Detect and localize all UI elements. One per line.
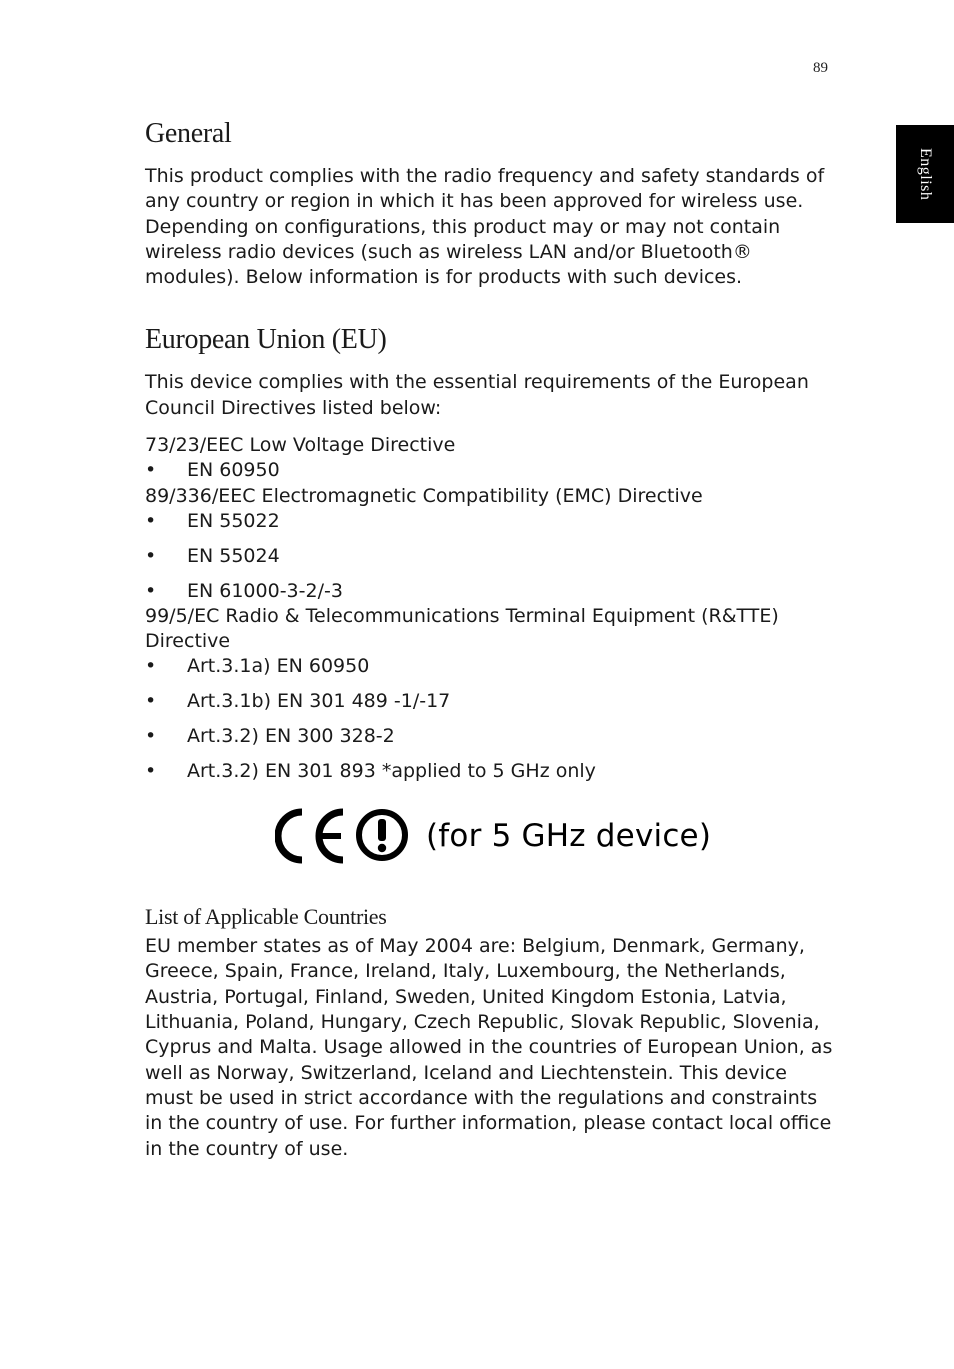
countries-section xyxy=(145,904,835,1162)
list-item: • EN 55024 xyxy=(145,544,835,569)
mark-caption: (for 5 GHz device) xyxy=(426,818,712,855)
lvd-directive-title: 73/23/EEC Low Voltage Directive xyxy=(145,434,456,457)
eu-intro: This device complies with the essential requirements of the European Council Directives listed below: xyxy=(145,371,809,419)
eu-section xyxy=(145,324,835,864)
list-item: • Art.3.1a) EN 60950 xyxy=(145,654,835,679)
language-tab-label: English xyxy=(917,147,934,201)
emc-standards-list xyxy=(145,509,835,604)
eu-heading: European Union (EU) xyxy=(145,324,387,356)
emc-directive-title: 89/336/EEC Electromagnetic Compatibility (EMC) Directive xyxy=(145,484,703,507)
main-content xyxy=(145,118,835,1162)
lvd-standards-list xyxy=(145,458,835,483)
general-heading: General xyxy=(145,118,232,149)
rtte-directive-title: 99/5/EC Radio & Telecommunications Terminal Equipment (R&TTE) Directive xyxy=(145,604,779,653)
list-item: • EN 60950 xyxy=(145,458,835,483)
list-item: • Art.3.1b) EN 301 489 -1/-17 xyxy=(145,689,835,714)
list-item: • EN 61000-3-2/-3 xyxy=(145,579,835,604)
page-number: 89 xyxy=(813,60,828,76)
general-body: This product complies with the radio frequency and safety standards of any country or region in which it has been approved for wireless use. Depending on configurations, this product may or may not contain wireless radio devices (such as wireless LAN and/or Bluetooth® modules). Below information is for products with such devices. xyxy=(145,165,825,289)
list-item: • Art.3.2) EN 300 328-2 xyxy=(145,724,835,749)
conformity-mark xyxy=(275,808,835,864)
language-tab xyxy=(896,125,954,223)
ce-mark-icon xyxy=(275,808,410,864)
countries-heading: List of Applicable Countries xyxy=(145,904,387,930)
list-item: • EN 55022 xyxy=(145,509,835,534)
general-section xyxy=(145,118,835,290)
rtte-standards-list xyxy=(145,654,835,784)
alert-circle-icon xyxy=(359,812,405,858)
countries-body: EU member states as of May 2004 are: Belgium, Denmark, Germany, Greece, Spain, France, Ireland, Italy, Luxembourg, the Netherlands, Austria, Portugal, Finland, Sweden, United Kingdom Estonia, Latvia, Lithuania, Poland, Hungary, Czech Republic, Slovak Republic, Slovenia, Cyprus and Malta. Usage allowed in the countries of European Union, as well as Norway, Switzerland, Iceland and Liechtenstein. This device must be used in strict accordance with the regulations and constraints in the country of use. For further information, please contact local office in the country of use. xyxy=(145,935,833,1160)
list-item: • Art.3.2) EN 301 893 *applied to 5 GHz only xyxy=(145,759,835,784)
